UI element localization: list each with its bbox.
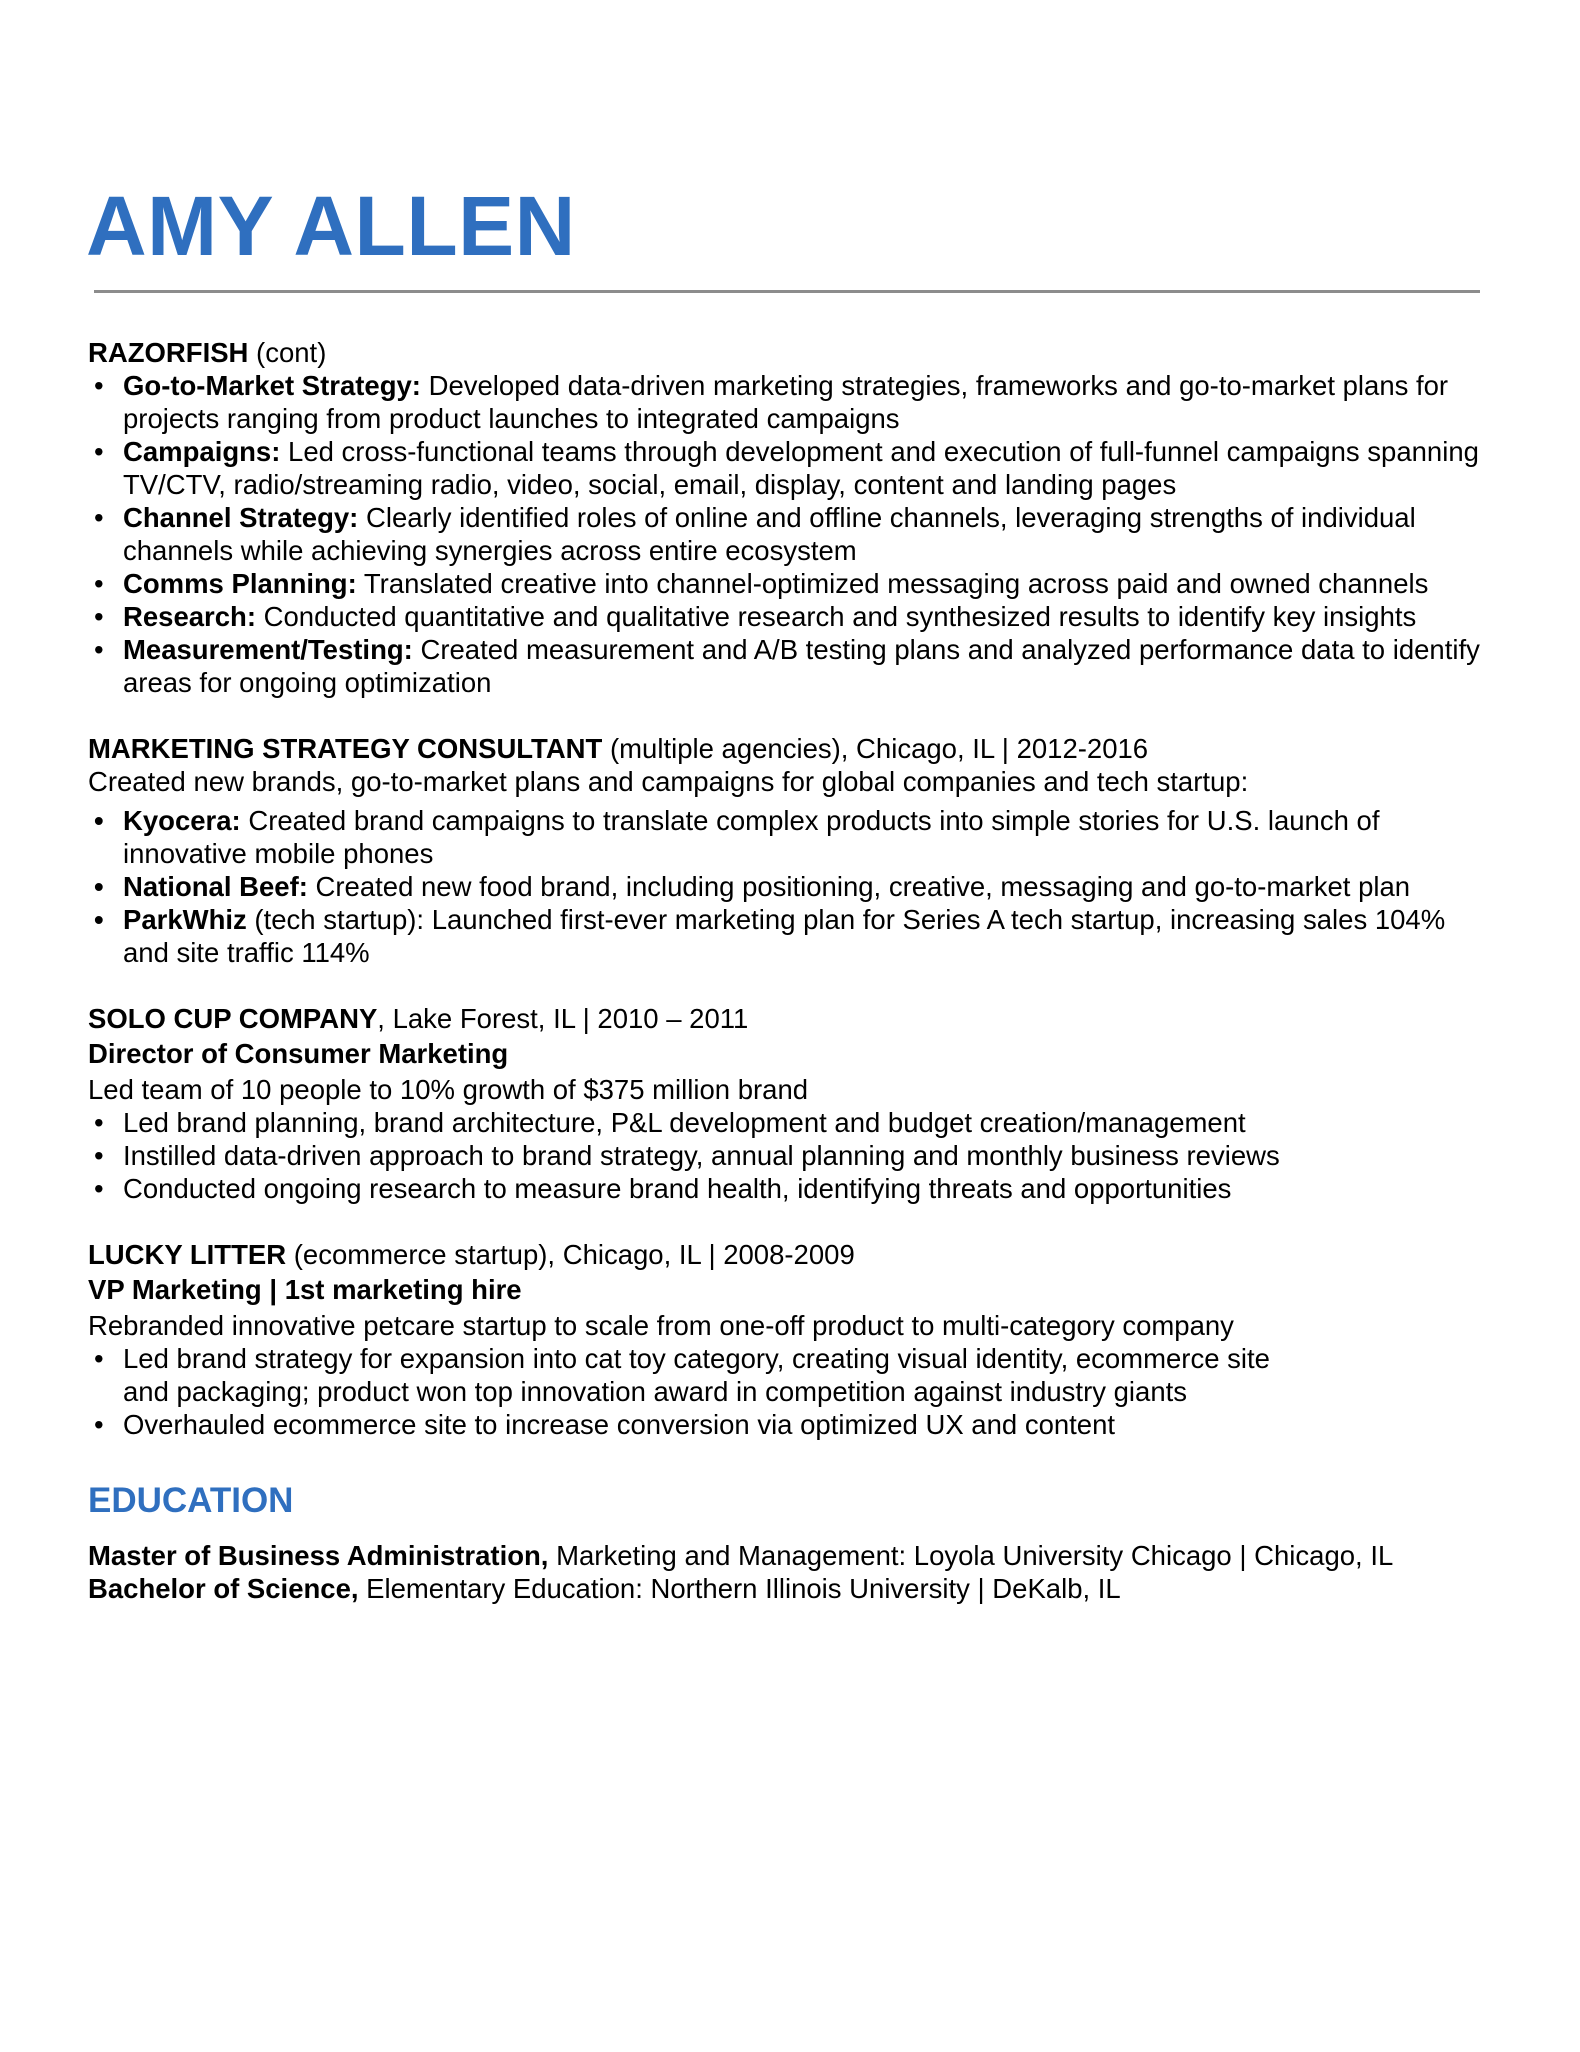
list-item [88,1172,1488,1205]
list-item [88,369,1488,435]
education-section [88,1477,1488,1605]
candidate-name: AMY ALLEN [86,179,576,273]
list-item [88,600,1488,633]
degree-name: Bachelor of Science, [88,1573,359,1604]
bullet-label: Channel Strategy: [123,502,359,533]
list-item [88,903,1488,969]
list-item [88,1342,1488,1408]
list-item [88,567,1488,600]
bullet-text-continued: and packaging; product won top innovation award in competition against industry giants [123,1376,1188,1407]
bullet-label: Go-to-Market Strategy: [123,370,421,401]
job-heading [88,732,1488,765]
job-razorfish [88,336,1488,699]
bullet-list [88,1342,1488,1441]
resume-body [88,336,1488,1605]
section-heading: EDUCATION [88,1481,294,1520]
job-heading [88,1238,1488,1271]
bullet-text: Created brand campaigns to translate complex products into simple stories for U.S. launch of innovative mobile phones [123,805,1380,869]
bullet-text: Created measurement and A/B testing plans and analyzed performance data to identify areas for ongoing optimization [123,634,1480,698]
bullet-text: Developed data-driven marketing strategies, frameworks and go-to-market plans for projects ranging from product launches to integrated campaigns [123,370,1449,434]
bullet-text: Led cross-functional teams through development and execution of full-funnel campaigns spanning TV/CTV, radio/streaming radio, video, social, email, display, content and landing pages [123,436,1479,500]
bullet-list [88,369,1488,699]
job-meta: (cont) [248,337,327,368]
bullet-text: Clearly identified roles of online and offline channels, leveraging strengths of individual channels while achieving synergies across entire ecosystem [123,502,1416,566]
list-item [88,501,1488,567]
bullet-text: Led brand strategy for expansion into cat toy category, creating visual identity, ecommerce site [123,1343,1270,1374]
bullet-text: Created new food brand, including positioning, creative, messaging and go-to-market plan [307,871,1411,902]
bullet-text: Conducted quantitative and qualitative research and synthesized results to identify key insights [256,601,1417,632]
company-name: LUCKY LITTER [88,1239,287,1270]
job-summary: Rebranded innovative petcare startup to scale from one-off product to multi-category company [88,1310,1234,1341]
list-item [88,1106,1488,1139]
company-name: RAZORFISH [88,337,249,368]
job-title: VP Marketing | 1st marketing hire [88,1274,522,1305]
company-name: MARKETING STRATEGY CONSULTANT [88,733,603,764]
bullet-text: Translated creative into channel-optimized messaging across paid and owned channels [356,568,1429,599]
bullet-text: Conducted ongoing research to measure brand health, identifying threats and opportunities [123,1173,1232,1204]
bullet-list [88,804,1488,969]
list-item [88,870,1488,903]
job-meta: (ecommerce startup), Chicago, IL | 2008-2009 [286,1239,855,1270]
job-meta: , Lake Forest, IL | 2010 – 2011 [377,1003,749,1034]
education-entry [88,1572,1488,1605]
degree-name: Master of Business Administration, [88,1540,549,1571]
degree-detail: Marketing and Management: Loyola University Chicago | Chicago, IL [548,1540,1394,1571]
bullet-label: National Beef: [123,871,308,902]
bullet-label: Measurement/Testing: [123,634,413,665]
job-summary: Led team of 10 people to 10% growth of $375 million brand [88,1074,809,1105]
job-heading [88,336,1488,369]
bullet-text: Instilled data-driven approach to brand strategy, annual planning and monthly business reviews [123,1140,1280,1171]
list-item [88,1408,1488,1441]
header-divider [94,290,1480,293]
bullet-label: Comms Planning: [123,568,357,599]
list-item [88,435,1488,501]
job-consultant [88,732,1488,969]
list-item [88,633,1488,699]
bullet-text: Overhauled ecommerce site to increase conversion via optimized UX and content [123,1409,1116,1440]
bullet-text: Led brand planning, brand architecture, P&L development and budget creation/management [123,1107,1246,1138]
job-meta: (multiple agencies), Chicago, IL | 2012-2016 [602,733,1149,764]
list-item [88,1139,1488,1172]
degree-detail: Elementary Education: Northern Illinois University | DeKalb, IL [358,1573,1121,1604]
job-heading [88,1002,1488,1035]
education-entry [88,1539,1488,1572]
job-solo-cup [88,1002,1488,1205]
bullet-label: Campaigns: [123,436,281,467]
list-item [88,804,1488,870]
job-summary: Created new brands, go-to-market plans and campaigns for global companies and tech startup: [88,766,1249,797]
bullet-label: Research: [123,601,256,632]
bullet-label: Kyocera: [123,805,241,836]
job-lucky-litter [88,1238,1488,1441]
bullet-label: ParkWhiz [123,904,247,935]
bullet-text: (tech startup): Launched first-ever marketing plan for Series A tech startup, increasing sales 104% and site traffic 114% [123,904,1446,968]
job-title: Director of Consumer Marketing [88,1038,509,1069]
bullet-list [88,1106,1488,1205]
company-name: SOLO CUP COMPANY [88,1003,378,1034]
